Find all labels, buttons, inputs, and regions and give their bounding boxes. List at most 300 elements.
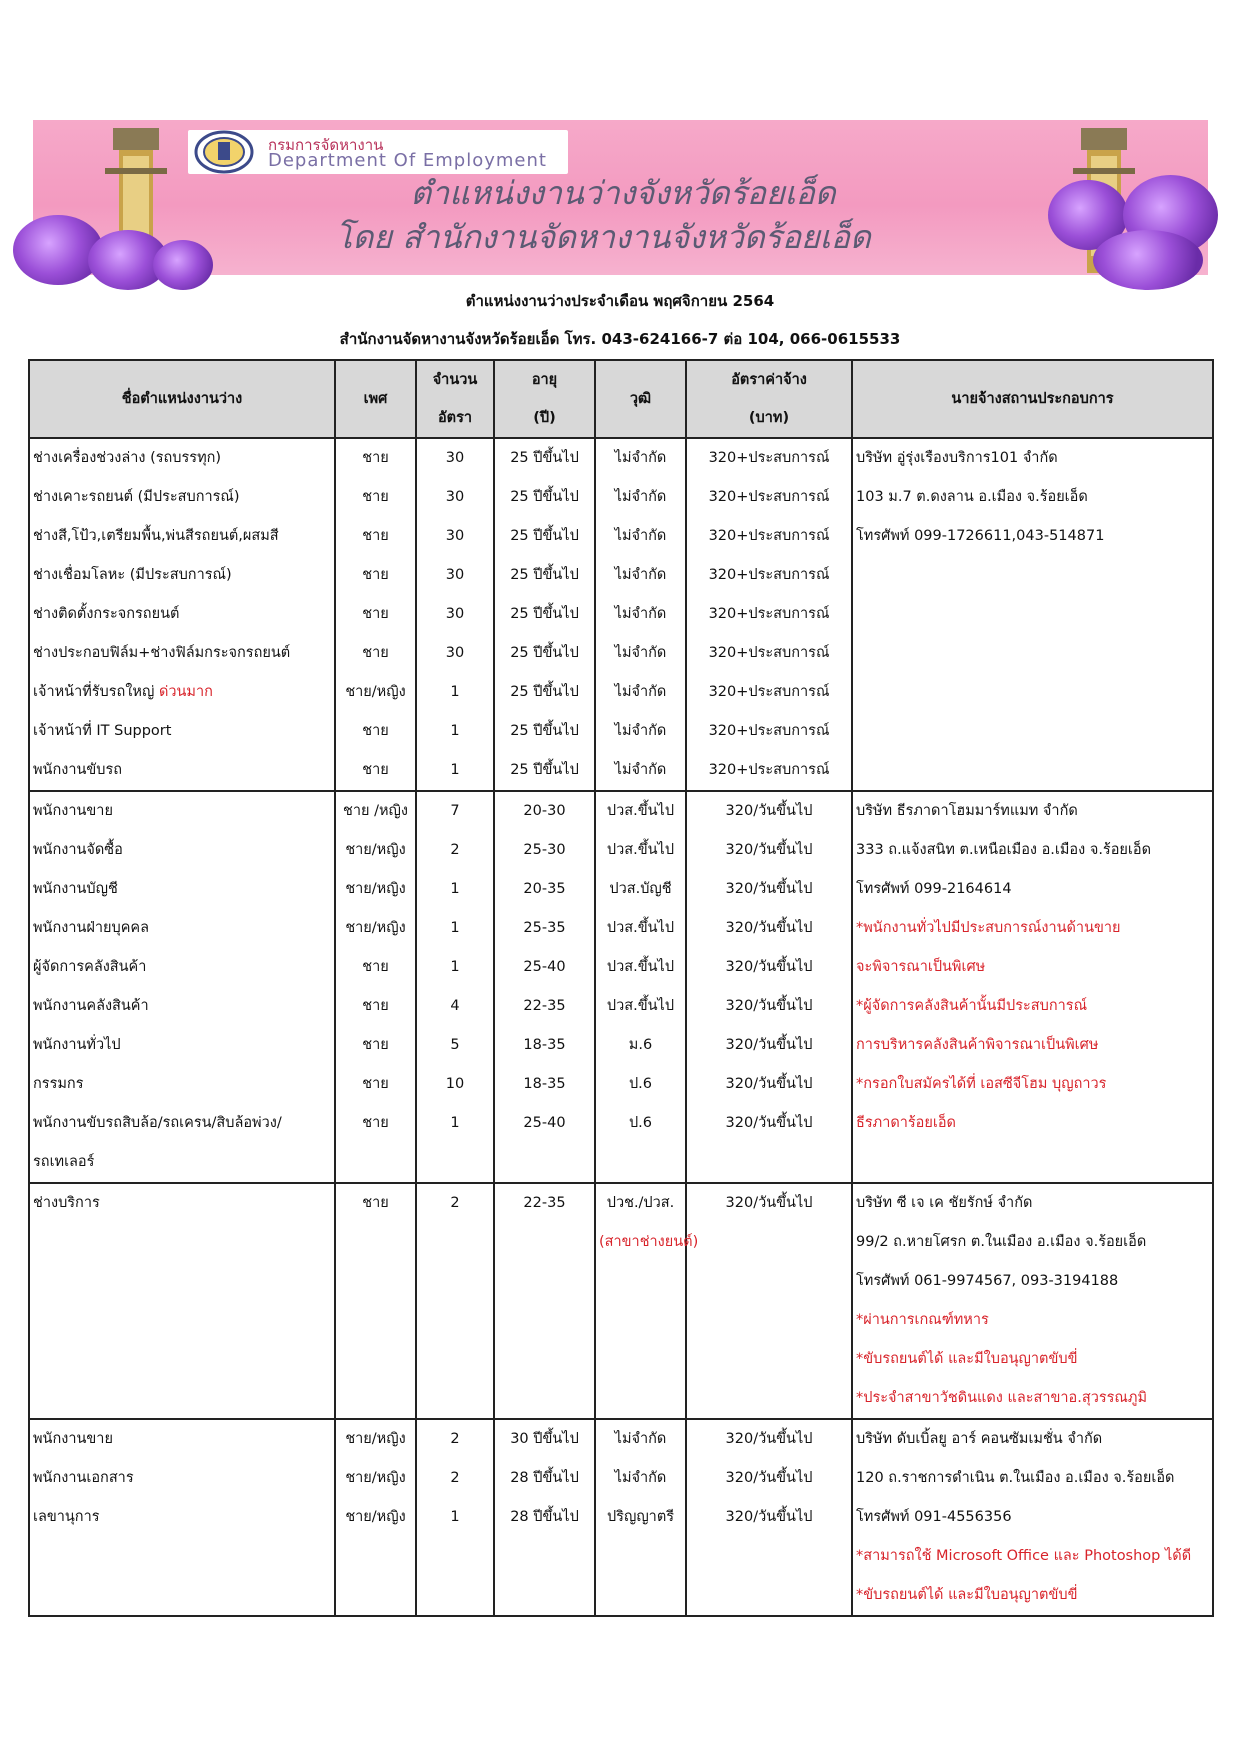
position-text: ช่างบริการ [33,1195,100,1211]
cell-employer [852,1419,1213,1459]
header-education: วุฒิ [595,360,686,438]
cell-employer [852,909,1213,948]
table-row [29,1026,1213,1065]
sex-text: ชาย [362,1037,389,1053]
count-text: 1 [450,1115,460,1131]
age-text: 25 ปีขึ้นไป [510,684,579,700]
cell-wage [686,1419,852,1459]
age-text: 25 ปีขึ้นไป [510,723,579,739]
cell-count [416,1459,494,1498]
edu-text: ไม่จำกัด [614,645,667,661]
position-text: พนักงานฝ่ายบุคคล [33,920,150,936]
position-text: ช่างเชื่อมโลหะ (มีประสบการณ์) [33,567,232,583]
table-row [29,948,1213,987]
age-text: 22-35 [523,998,566,1014]
sex-text: ชาย /หญิง [343,803,408,819]
position-text: เจ้าหน้าที่รับรถใหญ่ [33,684,159,700]
cell-edu [595,831,686,870]
age-text: 25 ปีขึ้นไป [510,489,579,505]
cell-age [494,517,595,556]
cell-employer [852,712,1213,751]
cell-age [494,948,595,987]
cell-count [416,1026,494,1065]
cell-position [29,712,335,751]
cell-edu [595,517,686,556]
count-text: 4 [450,998,460,1014]
cell-position [29,1459,335,1498]
cell-position [29,478,335,517]
cell-wage [686,870,852,909]
table-row [29,634,1213,673]
cell-count [416,1262,494,1301]
employer-text: บริษัท ซี เจ เค ชัยรักษ์ จำกัด [856,1195,1033,1211]
age-text: 18-35 [523,1037,566,1053]
cell-employer [852,478,1213,517]
employer-text: *ประจำสาขาวัชดินแดง และสาขาอ.สุวรรณภูมิ [856,1390,1147,1406]
edu-text: ปวส.ขึ้นไป [606,842,675,858]
cell-sex [335,438,416,478]
employer-text: *กรอกใบสมัครได้ที่ เอสซีจีโฮม บุญถาวร [856,1076,1107,1092]
job-vacancy-table [28,359,1214,1617]
count-text: 30 [445,606,465,622]
count-text: 7 [450,803,460,819]
cell-edu [595,1459,686,1498]
cell-edu [595,1340,686,1379]
cell-sex [335,673,416,712]
cell-position [29,948,335,987]
cell-employer [852,673,1213,712]
cell-wage [686,1183,852,1223]
cell-sex [335,791,416,831]
employer-text: จะพิจารณาเป็นพิเศษ [856,959,986,975]
wage-text: 320+ประสบการณ์ [708,606,830,622]
cell-sex [335,948,416,987]
table-row [29,1498,1213,1537]
cell-edu [595,1026,686,1065]
cell-count [416,1419,494,1459]
age-text: 25-40 [523,959,566,975]
wage-text: 320/วันขึ้นไป [725,1037,813,1053]
count-text: 1 [450,1509,460,1525]
cell-position [29,595,335,634]
employer-text: *ผ่านการเกณฑ์ทหาร [856,1312,989,1328]
employer-text: บริษัท ธีรภาดาโฮมมาร์ทแมท จำกัด [856,803,1078,819]
banner-title-line2: โดย สำนักงานจัดหางานจังหวัดร้อยเอ็ด [335,218,871,256]
employer-text: *ผู้จัดการคลังสินค้านั้นมีประสบการณ์ [856,998,1088,1014]
employer-text: *สามารถใช้ Microsoft Office และ Photoshop ได้ดี [856,1548,1192,1564]
cell-wage [686,1379,852,1419]
edu-text: ไม่จำกัด [614,606,667,622]
position-text: เลขานุการ [33,1509,100,1525]
edu-text: ปวช./ปวส. [606,1195,675,1211]
cell-employer [852,1223,1213,1262]
sex-text: ชาย [362,645,389,661]
count-text: 30 [445,567,465,583]
cell-position [29,909,335,948]
cell-wage [686,556,852,595]
cell-sex [335,1537,416,1576]
cell-age [494,870,595,909]
table-row [29,987,1213,1026]
sex-text: ชาย/หญิง [345,1431,406,1447]
cell-edu [595,712,686,751]
cell-count [416,1340,494,1379]
edu-text: ปวส.ขึ้นไป [606,998,675,1014]
cell-wage [686,517,852,556]
edu-text: ปริญญาตรี [606,1509,675,1525]
cell-wage [686,1576,852,1616]
cell-age [494,1223,595,1262]
header-wage: อัตราค่าจ้าง (บาท) [686,360,852,438]
cell-wage [686,909,852,948]
cell-sex [335,1183,416,1223]
cell-position [29,1498,335,1537]
sex-text: ชาย [362,606,389,622]
age-text: 20-35 [523,881,566,897]
cell-wage [686,1340,852,1379]
count-text: 30 [445,528,465,544]
cell-position [29,1183,335,1223]
cell-age [494,1262,595,1301]
table-row [29,1537,1213,1576]
wage-text: 320/วันขึ้นไป [725,1115,813,1131]
cell-age [494,791,595,831]
cell-count [416,1537,494,1576]
cell-wage [686,1223,852,1262]
cell-count [416,1379,494,1419]
position-text: ช่างติดตั้งกระจกรถยนต์ [33,606,180,622]
cell-edu [595,1419,686,1459]
cell-age [494,1537,595,1576]
position-text: ช่างเครื่องช่วงล่าง (รถบรรทุก) [33,450,222,466]
employer-text: โทรศัพท์ 061-9974567, 093-3194188 [856,1273,1119,1289]
count-text: 1 [450,920,460,936]
employer-text: *ขับรถยนต์ได้ และมีใบอนุญาตขับขี่ [856,1587,1078,1603]
cell-edu [595,1223,699,1262]
sex-text: ชาย [362,1195,389,1211]
table-row [29,478,1213,517]
position-text: พนักงานขับรถสิบล้อ/รถเครน/สิบล้อพ่วง/ [33,1115,282,1131]
edu-text: ปวส.ขึ้นไป [606,959,675,975]
wage-text: 320/วันขึ้นไป [725,842,813,858]
cell-count [416,1498,494,1537]
employer-text: 120 ถ.ราชการดำเนิน ต.ในเมือง อ.เมือง จ.ร้อยเอ็ด [856,1470,1175,1486]
age-text: 18-35 [523,1076,566,1092]
sex-text: ชาย/หญิง [345,1470,406,1486]
table-row [29,1223,1213,1262]
age-text: 25-35 [523,920,566,936]
edu-text: (สาขาช่างยนต์) [599,1234,699,1250]
cell-wage [686,438,852,478]
cell-wage [686,1537,852,1576]
table-row [29,831,1213,870]
cell-edu [595,1104,686,1143]
cell-wage [686,712,852,751]
table-row [29,1143,1213,1183]
header-banner [33,120,1208,275]
cell-count [416,1104,494,1143]
employer-text: *ขับรถยนต์ได้ และมีใบอนุญาตขับขี่ [856,1351,1078,1367]
employer-text: 103 ม.7 ต.ดงลาน อ.เมือง จ.ร้อยเอ็ด [856,489,1088,505]
cell-employer [852,1143,1213,1183]
edu-text: ปวส.บัญชี [609,881,672,897]
age-text: 25 ปีขึ้นไป [510,528,579,544]
cell-wage [686,987,852,1026]
cell-sex [335,909,416,948]
position-text: พนักงานเอกสาร [33,1470,134,1486]
cell-sex [335,1301,416,1340]
sex-text: ชาย [362,528,389,544]
age-text: 25 ปีขึ้นไป [510,645,579,661]
cell-count [416,1223,494,1262]
position-text: พนักงานขับรถ [33,762,123,778]
cell-wage [686,791,852,831]
cell-edu [595,948,686,987]
wage-text: 320/วันขึ้นไป [725,998,813,1014]
cell-edu [595,987,686,1026]
age-text: 25-30 [523,842,566,858]
table-row [29,1459,1213,1498]
employer-text: 333 ถ.แจ้งสนิท ต.เหนือเมือง อ.เมือง จ.ร้อยเอ็ด [856,842,1152,858]
cell-sex [335,1262,416,1301]
cell-sex [335,1459,416,1498]
cell-position [29,1576,335,1616]
wage-text: 320/วันขึ้นไป [725,920,813,936]
cell-edu [595,1498,686,1537]
edu-text: ม.6 [628,1037,653,1053]
cell-age [494,1340,595,1379]
position-text: กรรมกร [33,1076,84,1092]
cell-sex [335,1576,416,1616]
cell-employer [852,831,1213,870]
cell-position [29,870,335,909]
table-row [29,1104,1213,1143]
cell-wage [686,1262,852,1301]
cell-position [29,1419,335,1459]
cell-employer [852,870,1213,909]
table-row [29,1379,1213,1419]
sex-text: ชาย [362,450,389,466]
cell-age [494,1459,595,1498]
wage-text: 320+ประสบการณ์ [708,567,830,583]
cell-sex [335,987,416,1026]
cell-sex [335,870,416,909]
cell-count [416,595,494,634]
sex-text: ชาย/หญิง [345,842,406,858]
position-text: พนักงานบัญชี [33,881,118,897]
age-text: 25 ปีขึ้นไป [510,762,579,778]
table-row [29,870,1213,909]
wage-text: 320/วันขึ้นไป [725,881,813,897]
position-text: เจ้าหน้าที่ IT Support [33,723,172,739]
cell-sex [335,1223,416,1262]
wage-text: 320/วันขึ้นไป [725,1470,813,1486]
cell-edu [595,1143,686,1183]
table-row [29,673,1213,712]
wage-text: 320+ประสบการณ์ [708,489,830,505]
flower-decoration-icon [1093,230,1203,290]
count-text: 1 [450,881,460,897]
cell-employer [852,438,1213,478]
position-text: พนักงานขาย [33,1431,113,1447]
wage-text: 320/วันขึ้นไป [725,1195,813,1211]
cell-wage [686,1301,852,1340]
age-text: 25 ปีขึ้นไป [510,450,579,466]
cell-age [494,595,595,634]
cell-employer [852,595,1213,634]
position-text: พนักงานทั่วไป [33,1037,121,1053]
position-text: พนักงานคลังสินค้า [33,998,149,1014]
edu-text: ไม่จำกัด [614,1431,667,1447]
position-text: ผู้จัดการคลังสินค้า [33,959,147,975]
count-text: 1 [450,684,460,700]
wage-text: 320+ประสบการณ์ [708,684,830,700]
cell-count [416,1183,494,1223]
cell-sex [335,1379,416,1419]
cell-employer [852,948,1213,987]
cell-count [416,1576,494,1616]
cell-edu [595,751,686,791]
header-position: ชื่อตำแหน่งงานว่าง [29,360,335,438]
cell-position [29,1379,335,1419]
count-text: 10 [445,1076,465,1092]
cell-wage [686,1498,852,1537]
cell-position [29,438,335,478]
table-row [29,438,1213,478]
cell-count [416,909,494,948]
table-header-row [29,360,1213,438]
cell-wage [686,831,852,870]
edu-text: ป.6 [628,1076,653,1092]
cell-employer [852,1262,1213,1301]
page-title: ตำแหน่งงานว่างประจำเดือน พฤศจิกายน 2564 [465,292,775,310]
cell-position [29,831,335,870]
wage-text: 320/วันขึ้นไป [725,803,813,819]
cell-employer [852,556,1213,595]
cell-edu [595,1262,686,1301]
wage-text: 320/วันขึ้นไป [725,1509,813,1525]
cell-count [416,1143,494,1183]
department-seal-icon [192,130,256,174]
cell-wage [686,673,852,712]
wage-text: 320+ประสบการณ์ [708,645,830,661]
cell-employer [852,1340,1213,1379]
cell-employer [852,1459,1213,1498]
edu-text: ไม่จำกัด [614,1470,667,1486]
cell-position [29,556,335,595]
edu-text: ไม่จำกัด [614,723,667,739]
cell-sex [335,1143,416,1183]
table-row [29,1340,1213,1379]
position-text: ช่างสี,โป้ว,เตรียมพื้น,พ่นสีรถยนต์,ผสมสี [33,528,279,544]
edu-text: ปวส.ขึ้นไป [606,920,675,936]
cell-position [29,1340,335,1379]
position-text: ช่างประกอบฟิล์ม+ช่างฟิล์มกระจกรถยนต์ [33,645,291,661]
cell-position [29,1026,335,1065]
cell-sex [335,517,416,556]
cell-age [494,1379,595,1419]
cell-employer [852,1576,1213,1616]
count-text: 30 [445,645,465,661]
sex-text: ชาย [362,1115,389,1131]
count-text: 2 [450,842,460,858]
cell-position [29,517,335,556]
cell-age [494,673,595,712]
cell-edu [595,438,686,478]
sex-text: ชาย [362,567,389,583]
cell-count [416,870,494,909]
department-name-thai: กรมการจัดหางาน [268,136,384,154]
count-text: 2 [450,1195,460,1211]
cell-age [494,712,595,751]
edu-text: ป.6 [628,1115,653,1131]
cell-count [416,634,494,673]
header-age: อายุ (ปี) [494,360,595,438]
cell-edu [595,478,686,517]
cell-sex [335,1026,416,1065]
cell-edu [595,1065,686,1104]
cell-count [416,791,494,831]
wage-text: 320+ประสบการณ์ [708,450,830,466]
count-text: 5 [450,1037,460,1053]
sex-text: ชาย [362,998,389,1014]
cell-employer [852,751,1213,791]
cell-sex [335,595,416,634]
age-text: 25-40 [523,1115,566,1131]
cell-age [494,1065,595,1104]
header-employer: นายจ้างสถานประกอบการ [852,360,1213,438]
cell-position [29,634,335,673]
cell-position [29,987,335,1026]
cell-position [29,673,335,712]
table-row [29,1065,1213,1104]
cell-sex [335,1340,416,1379]
cell-wage [686,478,852,517]
sex-text: ชาย [362,959,389,975]
table-row [29,1576,1213,1616]
cell-sex [335,712,416,751]
cell-position [29,1143,335,1183]
office-contact: สำนักงานจัดหางานจังหวัดร้อยเอ็ด โทร. 043-624166-7 ต่อ 104, 066-0615533 [339,330,901,348]
count-text: 30 [445,489,465,505]
cell-edu [595,595,686,634]
cell-age [494,1576,595,1616]
cell-count [416,987,494,1026]
cell-employer [852,791,1213,831]
table-row [29,1262,1213,1301]
cell-employer [852,1026,1213,1065]
wage-text: 320/วันขึ้นไป [725,1431,813,1447]
edu-text: ไม่จำกัด [614,684,667,700]
cell-count [416,517,494,556]
count-text: 1 [450,762,460,778]
edu-text: ไม่จำกัด [614,450,667,466]
cell-count [416,751,494,791]
cell-position [29,1262,335,1301]
age-text: 28 ปีขึ้นไป [510,1509,579,1525]
cell-position [29,1537,335,1576]
cell-sex [335,1419,416,1459]
cell-sex [335,831,416,870]
cell-wage [686,1026,852,1065]
cell-employer [852,1183,1213,1223]
cell-count [416,673,494,712]
cell-wage [686,1104,852,1143]
age-text: 20-30 [523,803,566,819]
cell-count [416,1065,494,1104]
cell-count [416,712,494,751]
cell-age [494,909,595,948]
